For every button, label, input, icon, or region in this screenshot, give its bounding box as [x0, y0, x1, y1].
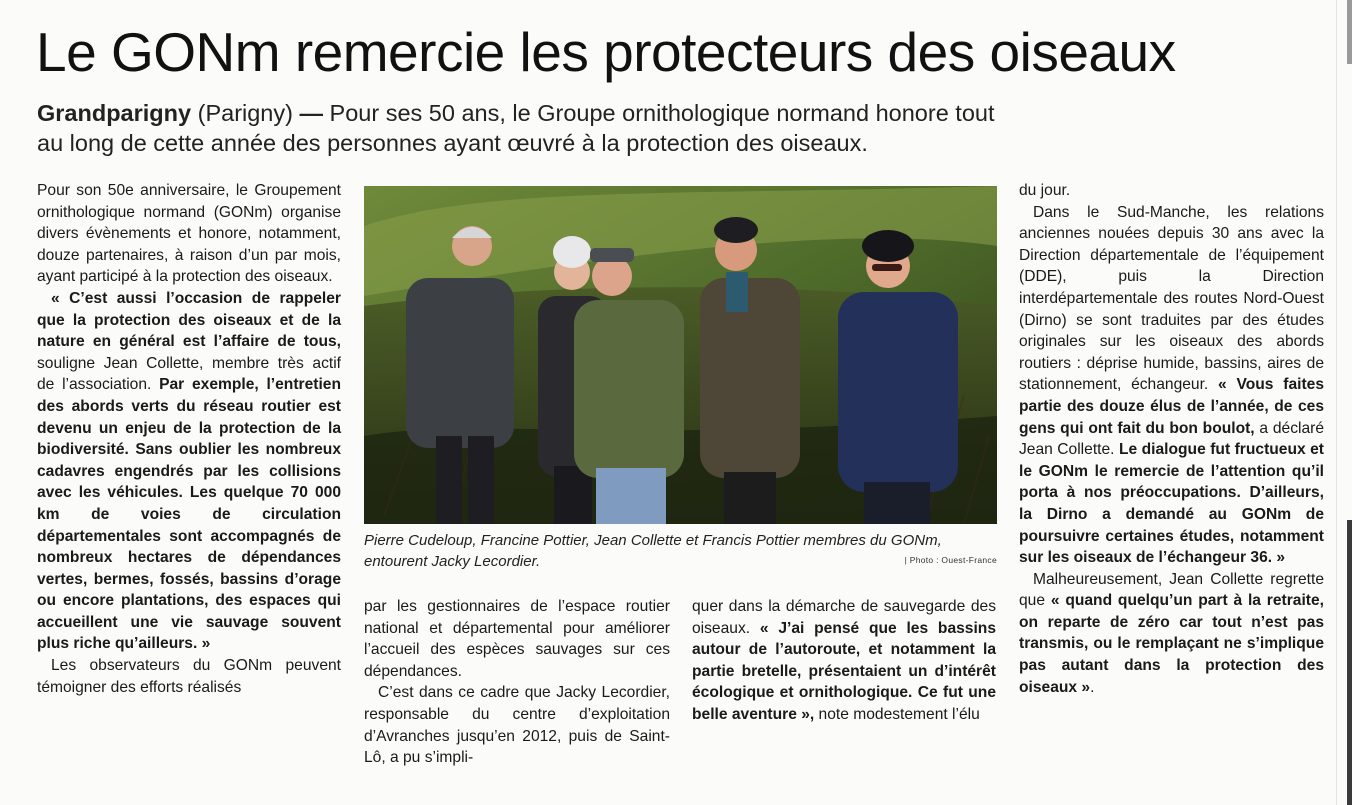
article-column-3: [692, 596, 996, 726]
paragraph: du jour.: [1019, 182, 1071, 199]
paragraph: [1019, 202, 1324, 569]
body-text: souligne Jean Collette, membre très actif de l’association.: [37, 354, 341, 394]
adjacent-article-edge: [1336, 0, 1352, 805]
article-column-4: [1019, 180, 1324, 698]
paragraph: Pour son 50e anniversaire, le Groupement ornithologique normand (GONm) organise divers évènements et honore, notamment, douze partenaires, à raison d’un par mois, ayant participé à la protection des oiseaux.: [37, 182, 341, 286]
article-column-2: [364, 596, 670, 769]
body-text: .: [1090, 678, 1095, 696]
article-standfirst: [37, 98, 1017, 158]
paragraph: [692, 596, 996, 726]
body-text: Malheureusement, Jean Collette regrette que: [1019, 570, 1324, 610]
body-text: Dans le Sud-Manche, les relations anciennes nouées depuis 30 ans avec la Direction départementale de l’équipement (DDE), puis la Direction interdépartementale des routes Nord-Ouest (Dirno) se sont traduites par des études originales sur les oiseaux des abords routiers : déprise humide, bassins, aires de stationnement, échangeur.: [1019, 203, 1324, 394]
paragraph: [1019, 569, 1324, 699]
photo-credit-text: | Photo : Ouest-France: [904, 555, 997, 565]
quote-text: « Vous faites partie des douze élus de l’année, de ces gens qui ont fait du bon boulot,: [1019, 376, 1325, 437]
body-text: quer dans la démarche de sauvegarde des oiseaux.: [692, 598, 996, 637]
photo-credit: [905, 550, 997, 571]
dateline-place-note: (Parigny): [197, 100, 293, 126]
photo-caption-text: Pierre Cudeloup, Francine Pottier, Jean Collette et Francis Pottier membres du GONm, entourent Jacky Lecordier.: [364, 532, 942, 570]
group-photo-illustration: [364, 186, 997, 524]
article-photo: [364, 186, 997, 524]
body-text: note modestement l’élu: [814, 705, 980, 723]
paragraph: [37, 288, 341, 655]
paragraph: par les gestionnaires de l’espace routier national et départemental pour améliorer l’accueil des espèces sauvages sur ces dépendances.: [364, 598, 670, 680]
dateline-place: Grandparigny: [37, 100, 192, 126]
body-text: a déclaré Jean Collette.: [1019, 419, 1325, 459]
paragraph: Les observateurs du GONm peuvent témoigner des efforts réalisés: [37, 657, 341, 696]
dateline-dash: —: [299, 100, 323, 126]
quote-text: Le dialogue fut fructueux et le GONm le remercie de l’attention qu’il porta à nos préoccupations. D’ailleurs, la Dirno a demandé au GONm de poursuivre certaines études, notamment sur les oiseaux de l’échangeur 36. »: [1019, 441, 1324, 567]
photo-caption: [364, 530, 997, 572]
adjacent-photo-edge: [1347, 520, 1352, 805]
paragraph: C’est dans ce cadre que Jacky Lecordier, responsable du centre d’exploitation d’Avranches jusqu’en 2012, puis de Saint-Lô, a pu s’impli-: [364, 684, 670, 767]
quote-text: Par exemple, l’entretien des abords verts du réseau routier est devenu un enjeu de la protection de la biodiversité. Sans oublier les nombreux cadavres engendrés par les collisions avec les véhicules. Les quelque 70 000 km de voies de circulation départementales sont accompagnés de nombreux hectares de dépendances vertes, bermes, fossés, bassins d’orage ou encore plantations, des espaces qui accueillent une vie sauvage souvent plus riche qu’ailleurs. »: [37, 376, 341, 653]
article-headline: Le GONm remercie les protecteurs des oiseaux: [36, 21, 1176, 83]
article-column-1: [37, 180, 341, 698]
quote-text: « J’ai pensé que les bassins autour de l’autoroute, et notamment la partie bretelle, présentaient un d’intérêt écologique et ornithologique. Ce fut une belle aventure »,: [692, 619, 997, 723]
adjacent-photo-edge: [1347, 0, 1352, 64]
quote-text: « quand quelqu’un part à la retraite, on reparte de zéro car tout n’est pas transmis, ou le remplaçant ne s’implique pas autant dans la protection des oiseaux »: [1019, 592, 1324, 696]
quote-text: « C’est aussi l’occasion de rappeler que la protection des oiseaux et de la nature en général est l’affaire de tous,: [37, 289, 341, 351]
standfirst-text: Pour ses 50 ans, le Groupe ornithologique normand honore tout au long de cette année des personnes ayant œuvré à la protection des oiseaux.: [37, 100, 995, 156]
